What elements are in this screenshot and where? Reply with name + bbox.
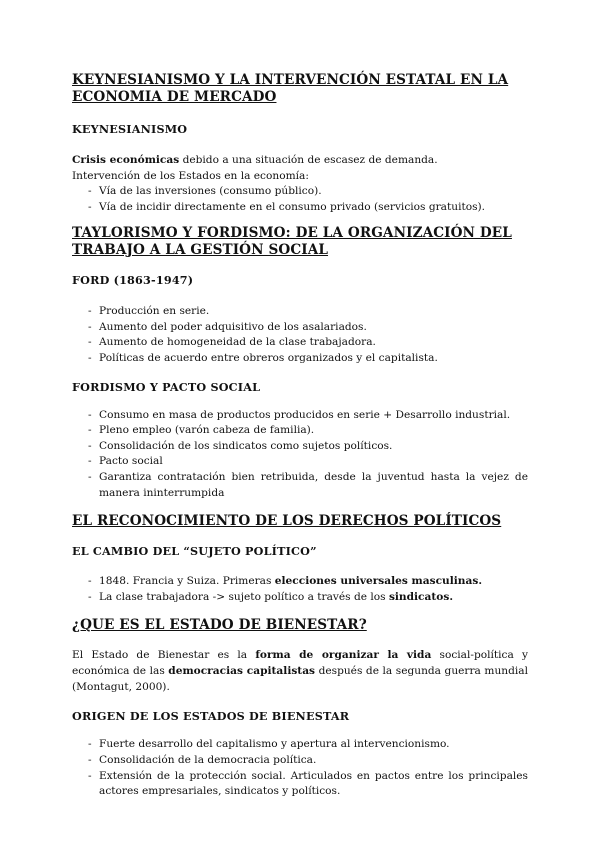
p-text: El Estado de Bienestar es la	[72, 649, 256, 662]
paragraph-intervencion: Intervención de los Estados en la economía:	[72, 170, 309, 182]
crisis-bold: Crisis económicas	[72, 154, 180, 166]
section-title-keynesianismo: KEYNESIANISMO Y LA INTERVENCIÓN ESTATAL EN LA ECONOMIA DE MERCADO	[72, 72, 509, 105]
p-text: social-política y económica de las	[72, 649, 528, 678]
list-item: - Consumo en masa de productos producidos en serie + Desarrollo industrial.	[72, 408, 528, 424]
document-page	[72, 72, 528, 800]
item-text: La clase trabajadora -> sujeto político a través de los	[99, 590, 389, 603]
list-item: - Extensión de la protección social. Articulados en pactos entre los principales actores empresariales, sindicatos y políticos.	[72, 769, 528, 800]
list-item: - Pleno empleo (varón cabeza de familia).	[72, 423, 528, 439]
p-bold: forma de organizar la vida	[255, 649, 432, 662]
list-sujeto	[72, 574, 528, 605]
list-item: - Producción en serie.	[72, 304, 528, 320]
list-item: - Consolidación de la democracia política.	[72, 753, 528, 769]
subheading-fordismo: FORDISMO Y PACTO SOCIAL	[72, 379, 261, 394]
item-end: .	[449, 590, 454, 603]
list-item	[72, 590, 528, 606]
list-item: - Pacto social	[72, 454, 528, 470]
p-text: después de la segunda guerra mundial (Montagut, 2000).	[72, 665, 528, 694]
list-item: - Aumento de homogeneidad de la clase trabajadora.	[72, 335, 528, 351]
list-origen	[72, 737, 528, 799]
item-bold: sindicatos	[388, 590, 450, 603]
crisis-text: debido a una situación de escasez de demanda.	[179, 154, 438, 166]
subheading-ford: FORD (1863-1947)	[72, 273, 194, 288]
list-item: - Políticas de acuerdo entre obreros organizados y el capitalista.	[72, 351, 528, 367]
list-item: - Vía de incidir directamente en el consumo privado (servicios gratuitos).	[72, 200, 528, 216]
list-item: - Aumento del poder adquisitivo de los asalariados.	[72, 320, 528, 336]
list-item: - Consolidación de los sindicatos como sujetos políticos.	[72, 439, 528, 455]
list-item: - Vía de las inversiones (consumo público).	[72, 184, 528, 200]
p-bold: democracias capitalistas	[168, 665, 316, 678]
list-item	[72, 574, 528, 590]
item-text: 1848. Francia y Suiza. Primeras	[99, 575, 275, 588]
item-bold: elecciones universales masculinas	[274, 575, 479, 588]
list-intervencion	[72, 184, 528, 215]
section-title-taylorismo: TAYLORISMO Y FORDISMO: DE LA ORGANIZACIÓN DEL TRABAJO A LA GESTIÓN SOCIAL	[72, 225, 512, 259]
subheading-keynesianismo: KEYNESIANISMO	[72, 122, 188, 136]
list-fordismo	[72, 408, 528, 502]
list-item: - Garantiza contratación bien retribuida, desde la juventud hasta la vejez de manera ininterrumpida	[72, 470, 528, 501]
subheading-origen: ORIGEN DE LOS ESTADOS DE BIENESTAR	[72, 709, 350, 724]
section-title-bienestar: ¿QUE ES EL ESTADO DE BIENESTAR?	[72, 617, 367, 634]
paragraph-bienestar	[72, 647, 528, 695]
subheading-sujeto: EL CAMBIO DEL “SUJETO POLÍTICO”	[72, 544, 317, 559]
list-item: - Fuerte desarrollo del capitalismo y apertura al intervencionismo.	[72, 737, 528, 753]
item-end: .	[478, 575, 483, 588]
paragraph-crisis	[72, 152, 528, 168]
section-title-derechos: EL RECONOCIMIENTO DE LOS DERECHOS POLÍTICOS	[72, 513, 502, 530]
list-ford	[72, 304, 528, 366]
